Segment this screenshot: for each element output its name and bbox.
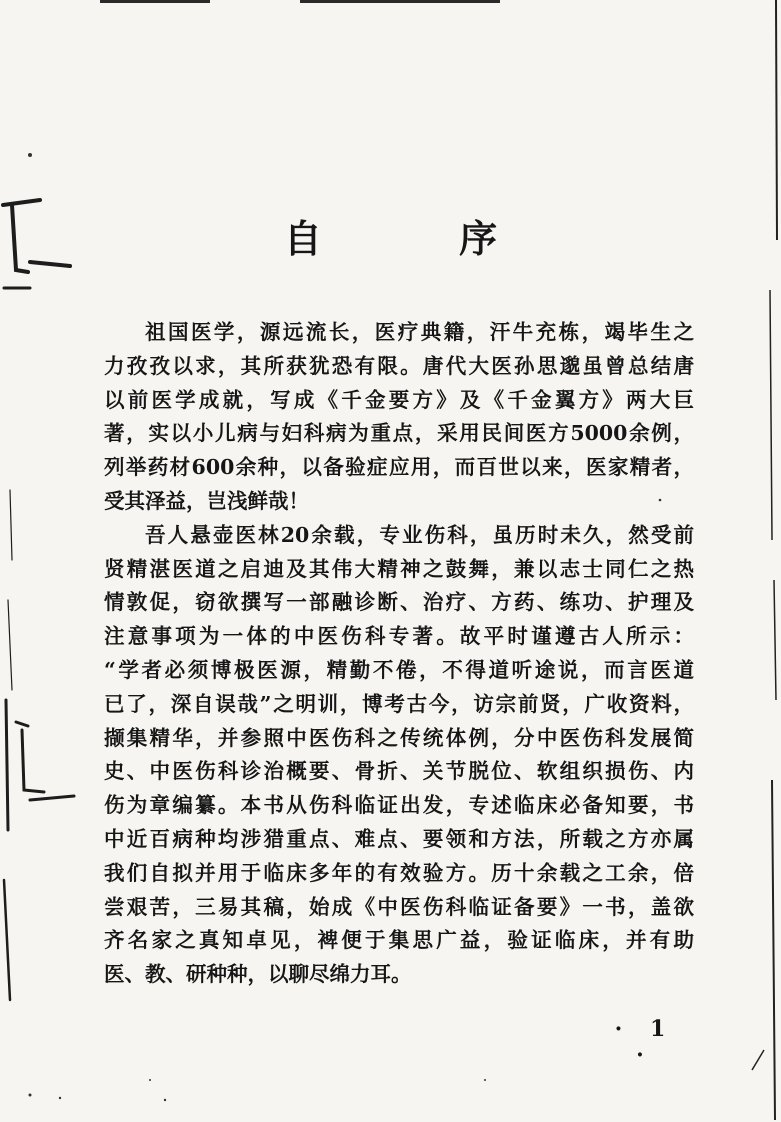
paragraph-line: 中近百病种均涉猎重点、难点、要领和方法，所载之方亦属 <box>104 826 694 851</box>
paragraph-line: 我们自拟并用于临床多年的有效验方。历十余载之工余，倍 <box>104 860 694 885</box>
paragraph-line: 力孜孜以求，其所获犹恐有限。唐代大医孙思邈虽曾总结唐 <box>104 353 694 378</box>
top-rule-left <box>100 0 210 3</box>
page-title: 自 序 <box>283 216 560 261</box>
paragraph-line: “学者必须博极医源，精勤不倦，不得道听途说，而言医道 <box>104 657 694 682</box>
paragraph-line: 医、教、研种种，以聊尽绵力耳。 <box>104 962 412 987</box>
paragraph-line: 情敦促，窃欲撰写一部融诊断、治疗、方药、练功、护理及 <box>104 590 694 615</box>
paragraph-line: 以前医学成就，写成《千金要方》及《千金翼方》两大巨 <box>104 387 694 412</box>
paragraph-line: 尝艰苦，三易其稿，始成《中医伤科临证备要》一书，盖欲 <box>104 894 694 919</box>
left-binding-marks <box>3 200 74 1000</box>
preface-body <box>104 316 694 992</box>
paragraph-line: 撷集精华，并参照中医伤科之传统体例，分中医伤科发展简 <box>104 725 694 750</box>
paragraph-line: 列举药材600余种，以备验症应用，而百世以来，医家精者， <box>104 455 694 480</box>
paragraph-line: 伤为章编纂。本书从伤科临证出发，专述临床必备知要，书 <box>104 793 694 818</box>
paragraph-line: 吾人悬壶医林20余载，专业伤科，虽历时未久，然受前 <box>145 522 694 547</box>
paragraph-line: 齐名家之真知卓见，裨便于集思广益，验证临床，并有助 <box>104 928 694 953</box>
paragraph-line: 祖国医学，源远流长，医疗典籍，汗牛充栋，竭毕生之 <box>145 320 694 344</box>
paragraph-line: 已了，深自误哉”之明训，博考古今，访宗前贤，广收资料， <box>104 691 694 716</box>
paragraph-line: 史、中医伤科诊治概要、骨折、关节脱位、软组织损伤、内 <box>104 759 694 784</box>
right-edge-marks <box>752 0 777 1120</box>
paragraph-line: 著，实以小儿病与妇科病为重点，采用民间医方5000余例， <box>104 421 694 446</box>
paragraph-line: 贤精湛医道之启迪及其伟大精神之鼓舞，兼以志士同仁之热 <box>104 556 694 581</box>
paragraph-line: 受其泽益，岂浅鲜哉！ <box>104 488 309 513</box>
paragraph-line: 注意事项为一体的中医伤科专著。故平时谨遵古人所示： <box>104 624 694 649</box>
page-number: · 1 · <box>614 1016 676 1068</box>
top-rule-right <box>300 0 500 3</box>
